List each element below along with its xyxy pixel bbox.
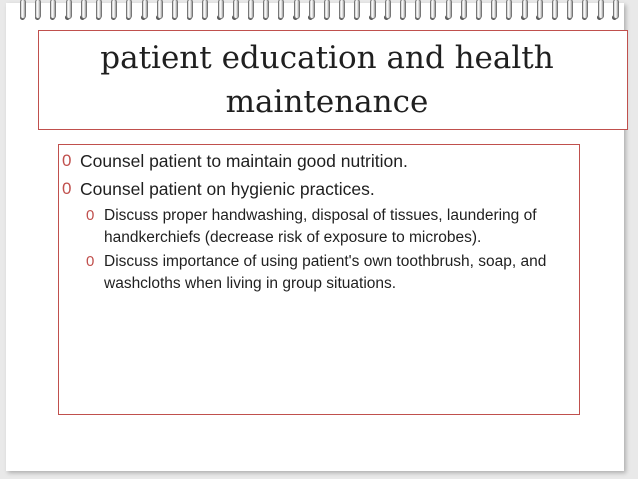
bullet-text: Counsel patient to maintain good nutrition. <box>80 151 408 171</box>
bullet-item <box>62 175 572 203</box>
binding-ring <box>50 0 56 19</box>
slide-title: patient education and health maintenance <box>100 40 554 120</box>
sub-bullet-text: Discuss proper handwashing, disposal of tissues, laundering of handkerchiefs (decrease risk of exposure to microbes). <box>104 207 537 246</box>
binding-ring <box>248 0 254 19</box>
binding-ring <box>187 0 193 19</box>
binding-ring <box>172 0 178 19</box>
binding-ring <box>552 0 558 19</box>
binding-ring <box>81 0 87 19</box>
bullet-item <box>62 147 572 175</box>
binding-ring <box>157 0 163 19</box>
binding-ring <box>370 0 376 19</box>
binding-ring <box>415 0 421 19</box>
binding-ring <box>96 0 102 19</box>
bullet-marker: 0 <box>62 179 72 198</box>
sub-bullet-marker: 0 <box>86 253 95 270</box>
binding-ring <box>461 0 467 19</box>
binding-ring <box>582 0 588 19</box>
binding-ring <box>598 0 604 19</box>
binding-ring <box>20 0 26 19</box>
binding-ring <box>218 0 224 19</box>
binding-ring <box>278 0 284 19</box>
binding-ring <box>35 0 41 19</box>
sub-bullet-item <box>86 251 572 294</box>
binding-ring <box>126 0 132 19</box>
bullet-list <box>62 147 572 297</box>
binding-ring <box>385 0 391 19</box>
binding-ring <box>567 0 573 19</box>
sub-bullet-marker: 0 <box>86 207 95 224</box>
binding-ring <box>263 0 269 19</box>
bullet-text: Counsel patient on hygienic practices. <box>80 179 375 199</box>
sub-bullet-group <box>62 205 572 294</box>
sub-bullet-list <box>62 205 572 294</box>
binding-ring <box>142 0 148 19</box>
binding-ring <box>613 0 619 19</box>
binding-ring <box>324 0 330 19</box>
binding-ring <box>491 0 497 19</box>
binding-ring <box>537 0 543 19</box>
binding-ring <box>339 0 345 19</box>
binding-ring <box>233 0 239 19</box>
binding-ring <box>400 0 406 19</box>
sub-bullet-item <box>86 205 572 248</box>
binding-ring <box>294 0 300 19</box>
binding-ring <box>66 0 72 19</box>
binding-ring <box>430 0 436 19</box>
bullet-marker: 0 <box>62 151 72 170</box>
binding-ring <box>476 0 482 19</box>
sub-bullet-text: Discuss importance of using patient's own toothbrush, soap, and washcloths when living in group situations. <box>104 253 547 292</box>
binding-ring <box>354 0 360 19</box>
binding-ring <box>111 0 117 19</box>
title-box <box>38 30 628 130</box>
binding-ring <box>309 0 315 19</box>
binding-ring <box>506 0 512 19</box>
binding-ring <box>522 0 528 19</box>
spiral-binding <box>6 3 624 27</box>
binding-ring <box>202 0 208 19</box>
binding-ring <box>446 0 452 19</box>
